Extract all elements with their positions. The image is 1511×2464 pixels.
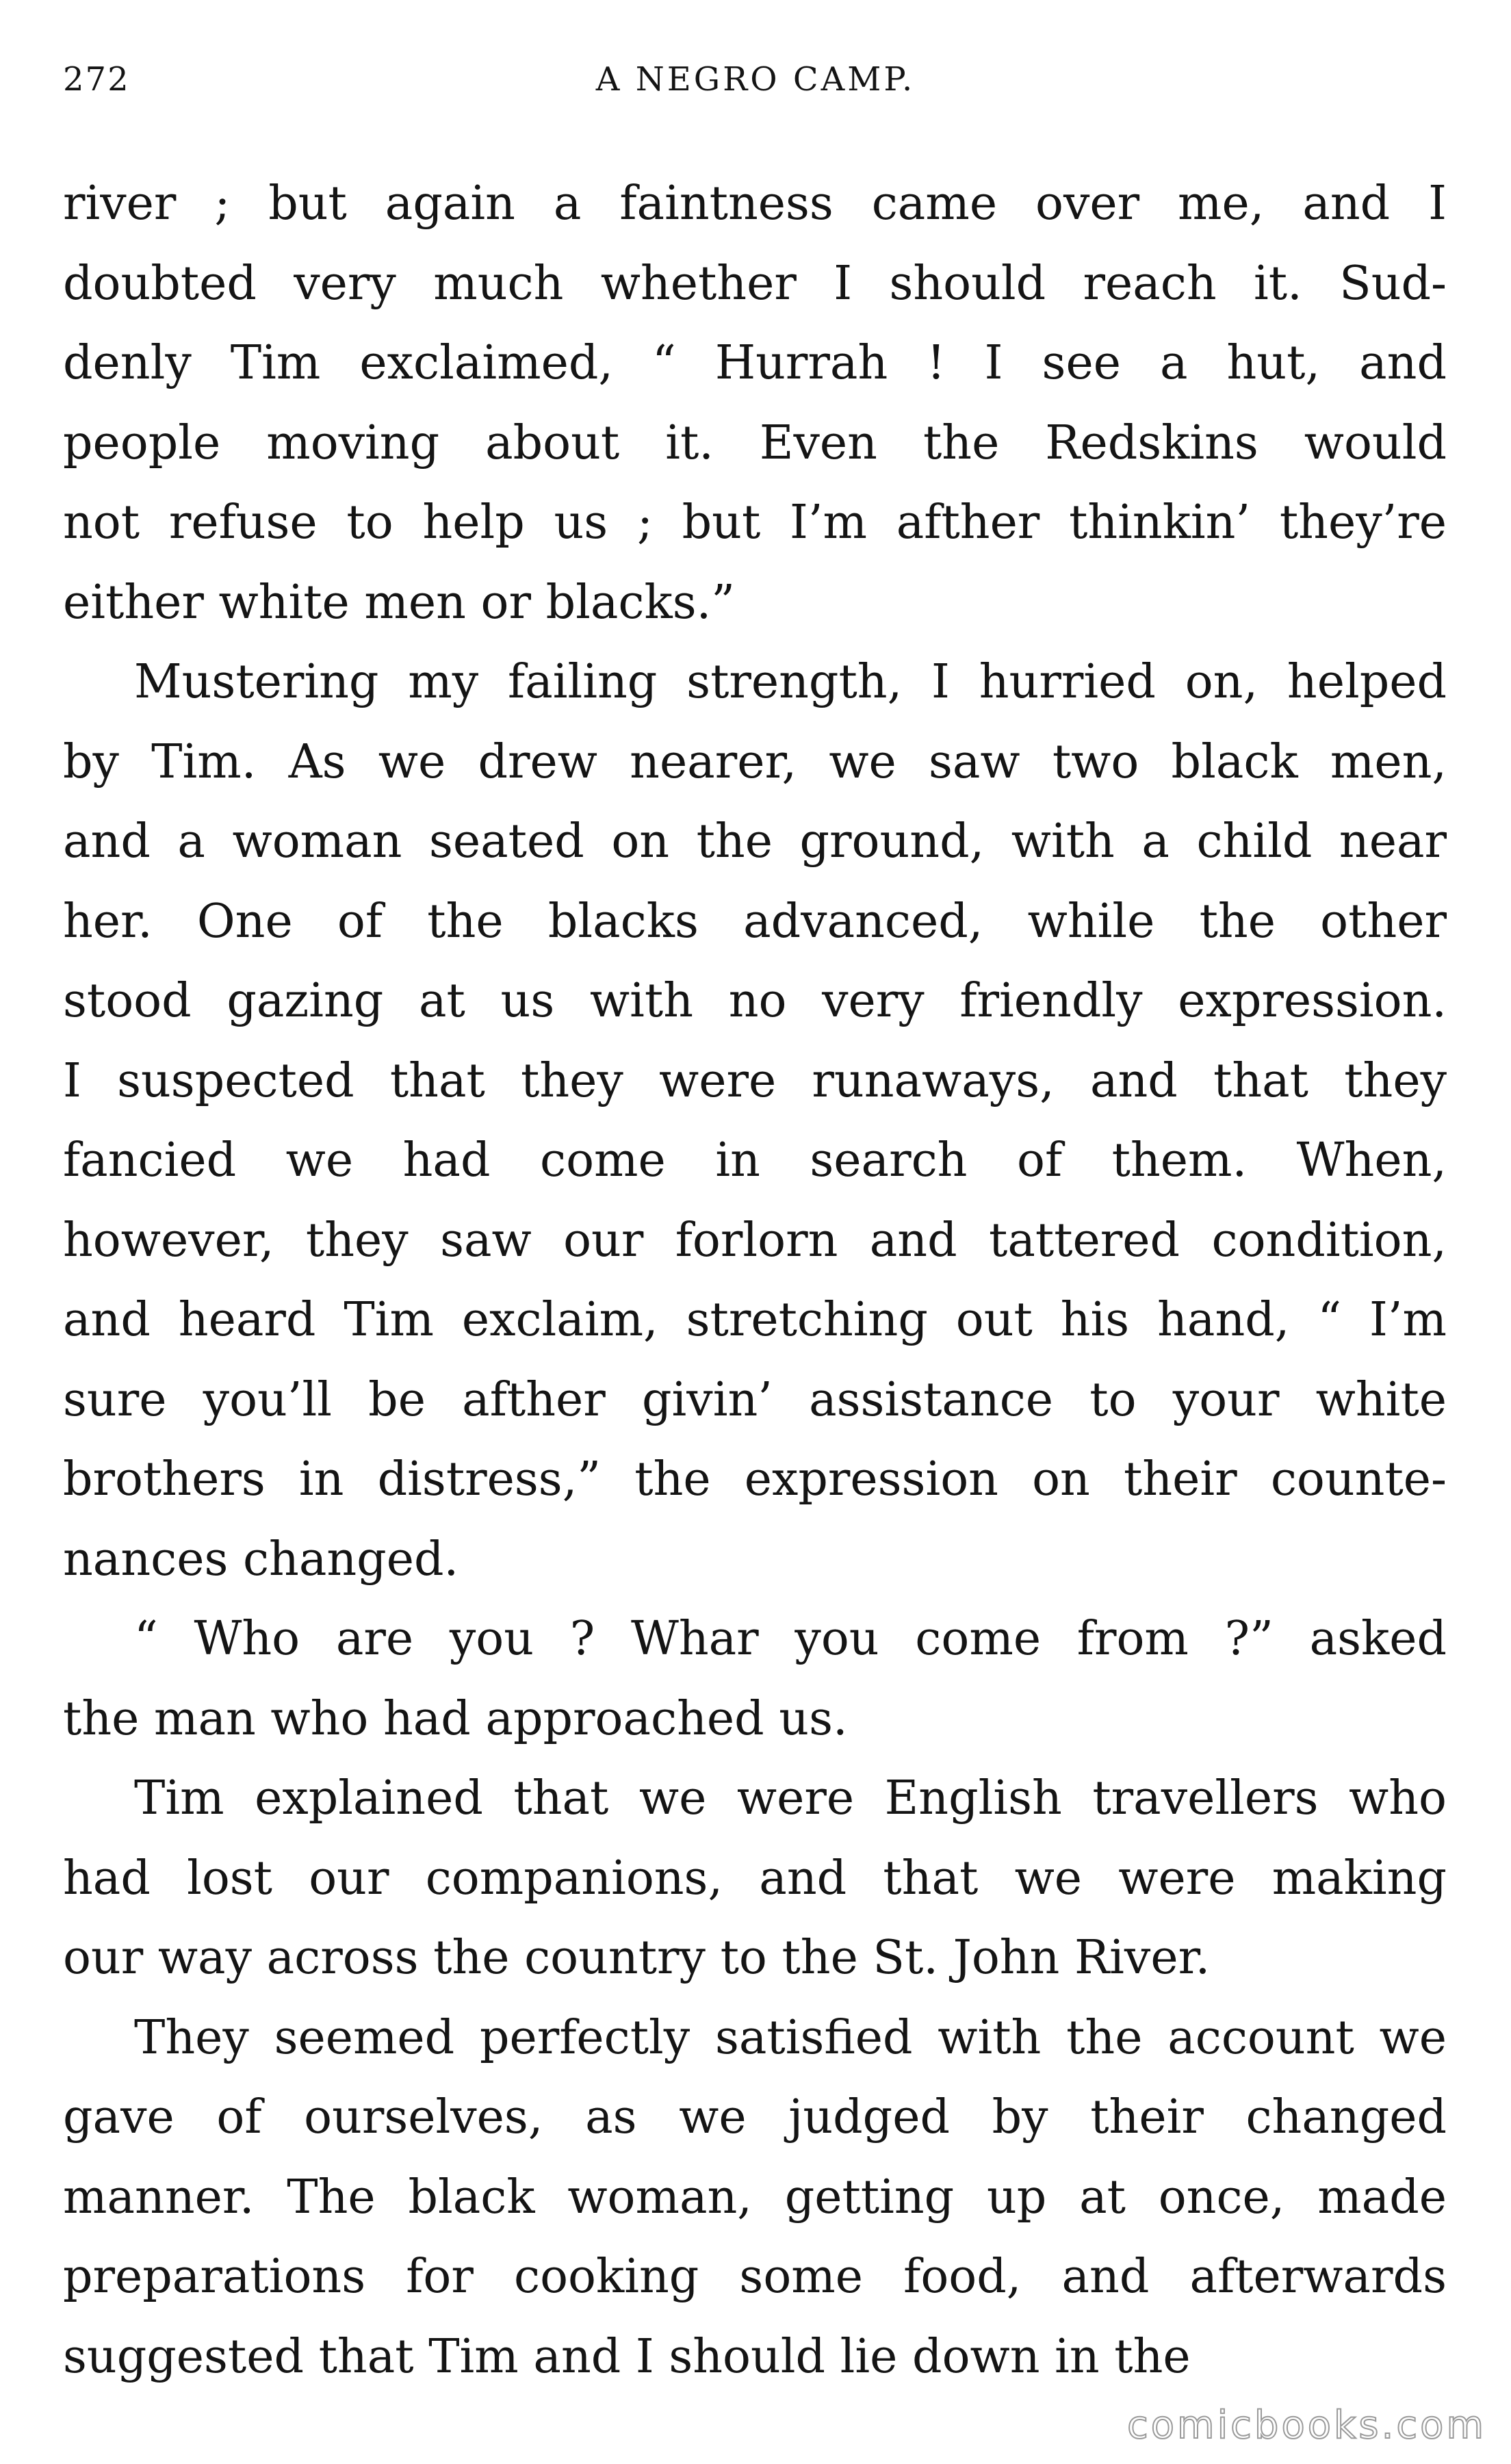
text-line: doubted very much whether I should reach it. Sud- [63,256,1447,311]
body-text [63,164,1447,2397]
text-line: however, they saw our forlorn and tattered condition, [63,1213,1447,1268]
text-line: river ; but again a faintness came over me, and I [63,177,1447,231]
text-line: either white men or blacks.” [63,575,735,630]
text-line: her. One of the blacks advanced, while the other [63,894,1447,949]
text-line: I suspected that they were runaways, and that they [63,1053,1447,1108]
text-line: the man who had approached us. [63,1691,848,1746]
running-head [63,60,1448,101]
page-number: 272 [63,60,130,99]
paragraph [63,1600,1447,1759]
text-line: fancied we had come in search of them. When, [63,1133,1447,1188]
text-line: stood gazing at us with no very friendly expression. [63,974,1447,1028]
text-line: They seemed perfectly satisfied with the account we [134,2010,1447,2065]
text-line: by Tim. As we drew nearer, we saw two black men, [63,734,1447,789]
text-line: our way across the country to the St. John River. [63,1931,1211,1985]
text-line: preparations for cooking some food, and afterwards [63,2250,1447,2304]
text-line: “ Who are you ? Whar you come from ?” asked [134,1612,1447,1666]
text-line: sure you’ll be afther givin’ assistance to your white [63,1372,1447,1427]
text-line: people moving about it. Even the Redskins would [63,415,1447,470]
text-line: brothers in distress,” the expression on their counte- [63,1452,1447,1506]
watermark: comicbooks.com [1126,2403,1486,2448]
text-line: denly Tim exclaimed, “ Hurrah ! I see a hut, and [63,336,1447,390]
text-line: nances changed. [63,1532,459,1587]
paragraph [63,1759,1447,1999]
text-line: gave of ourselves, as we judged by their changed [63,2090,1447,2144]
paragraph [63,164,1447,643]
paragraph [63,643,1447,1600]
text-line: had lost our companions, and that we were making [63,1851,1447,1905]
text-line: suggested that Tim and I should lie down in the [63,2329,1191,2384]
running-title: A NEGRO CAMP. [595,60,916,99]
text-line: not refuse to help us ; but I’m afther thinkin’ they’re [63,496,1447,550]
paragraph [63,1999,1447,2398]
text-line: manner. The black woman, getting up at once, made [63,2170,1447,2224]
text-line: Tim explained that we were English travellers who [134,1771,1447,1825]
text-line: and a woman seated on the ground, with a child near [63,814,1447,869]
text-line: and heard Tim exclaim, stretching out his hand, “ I’m [63,1293,1447,1347]
text-line: Mustering my failing strength, I hurried on, helped [134,655,1447,709]
